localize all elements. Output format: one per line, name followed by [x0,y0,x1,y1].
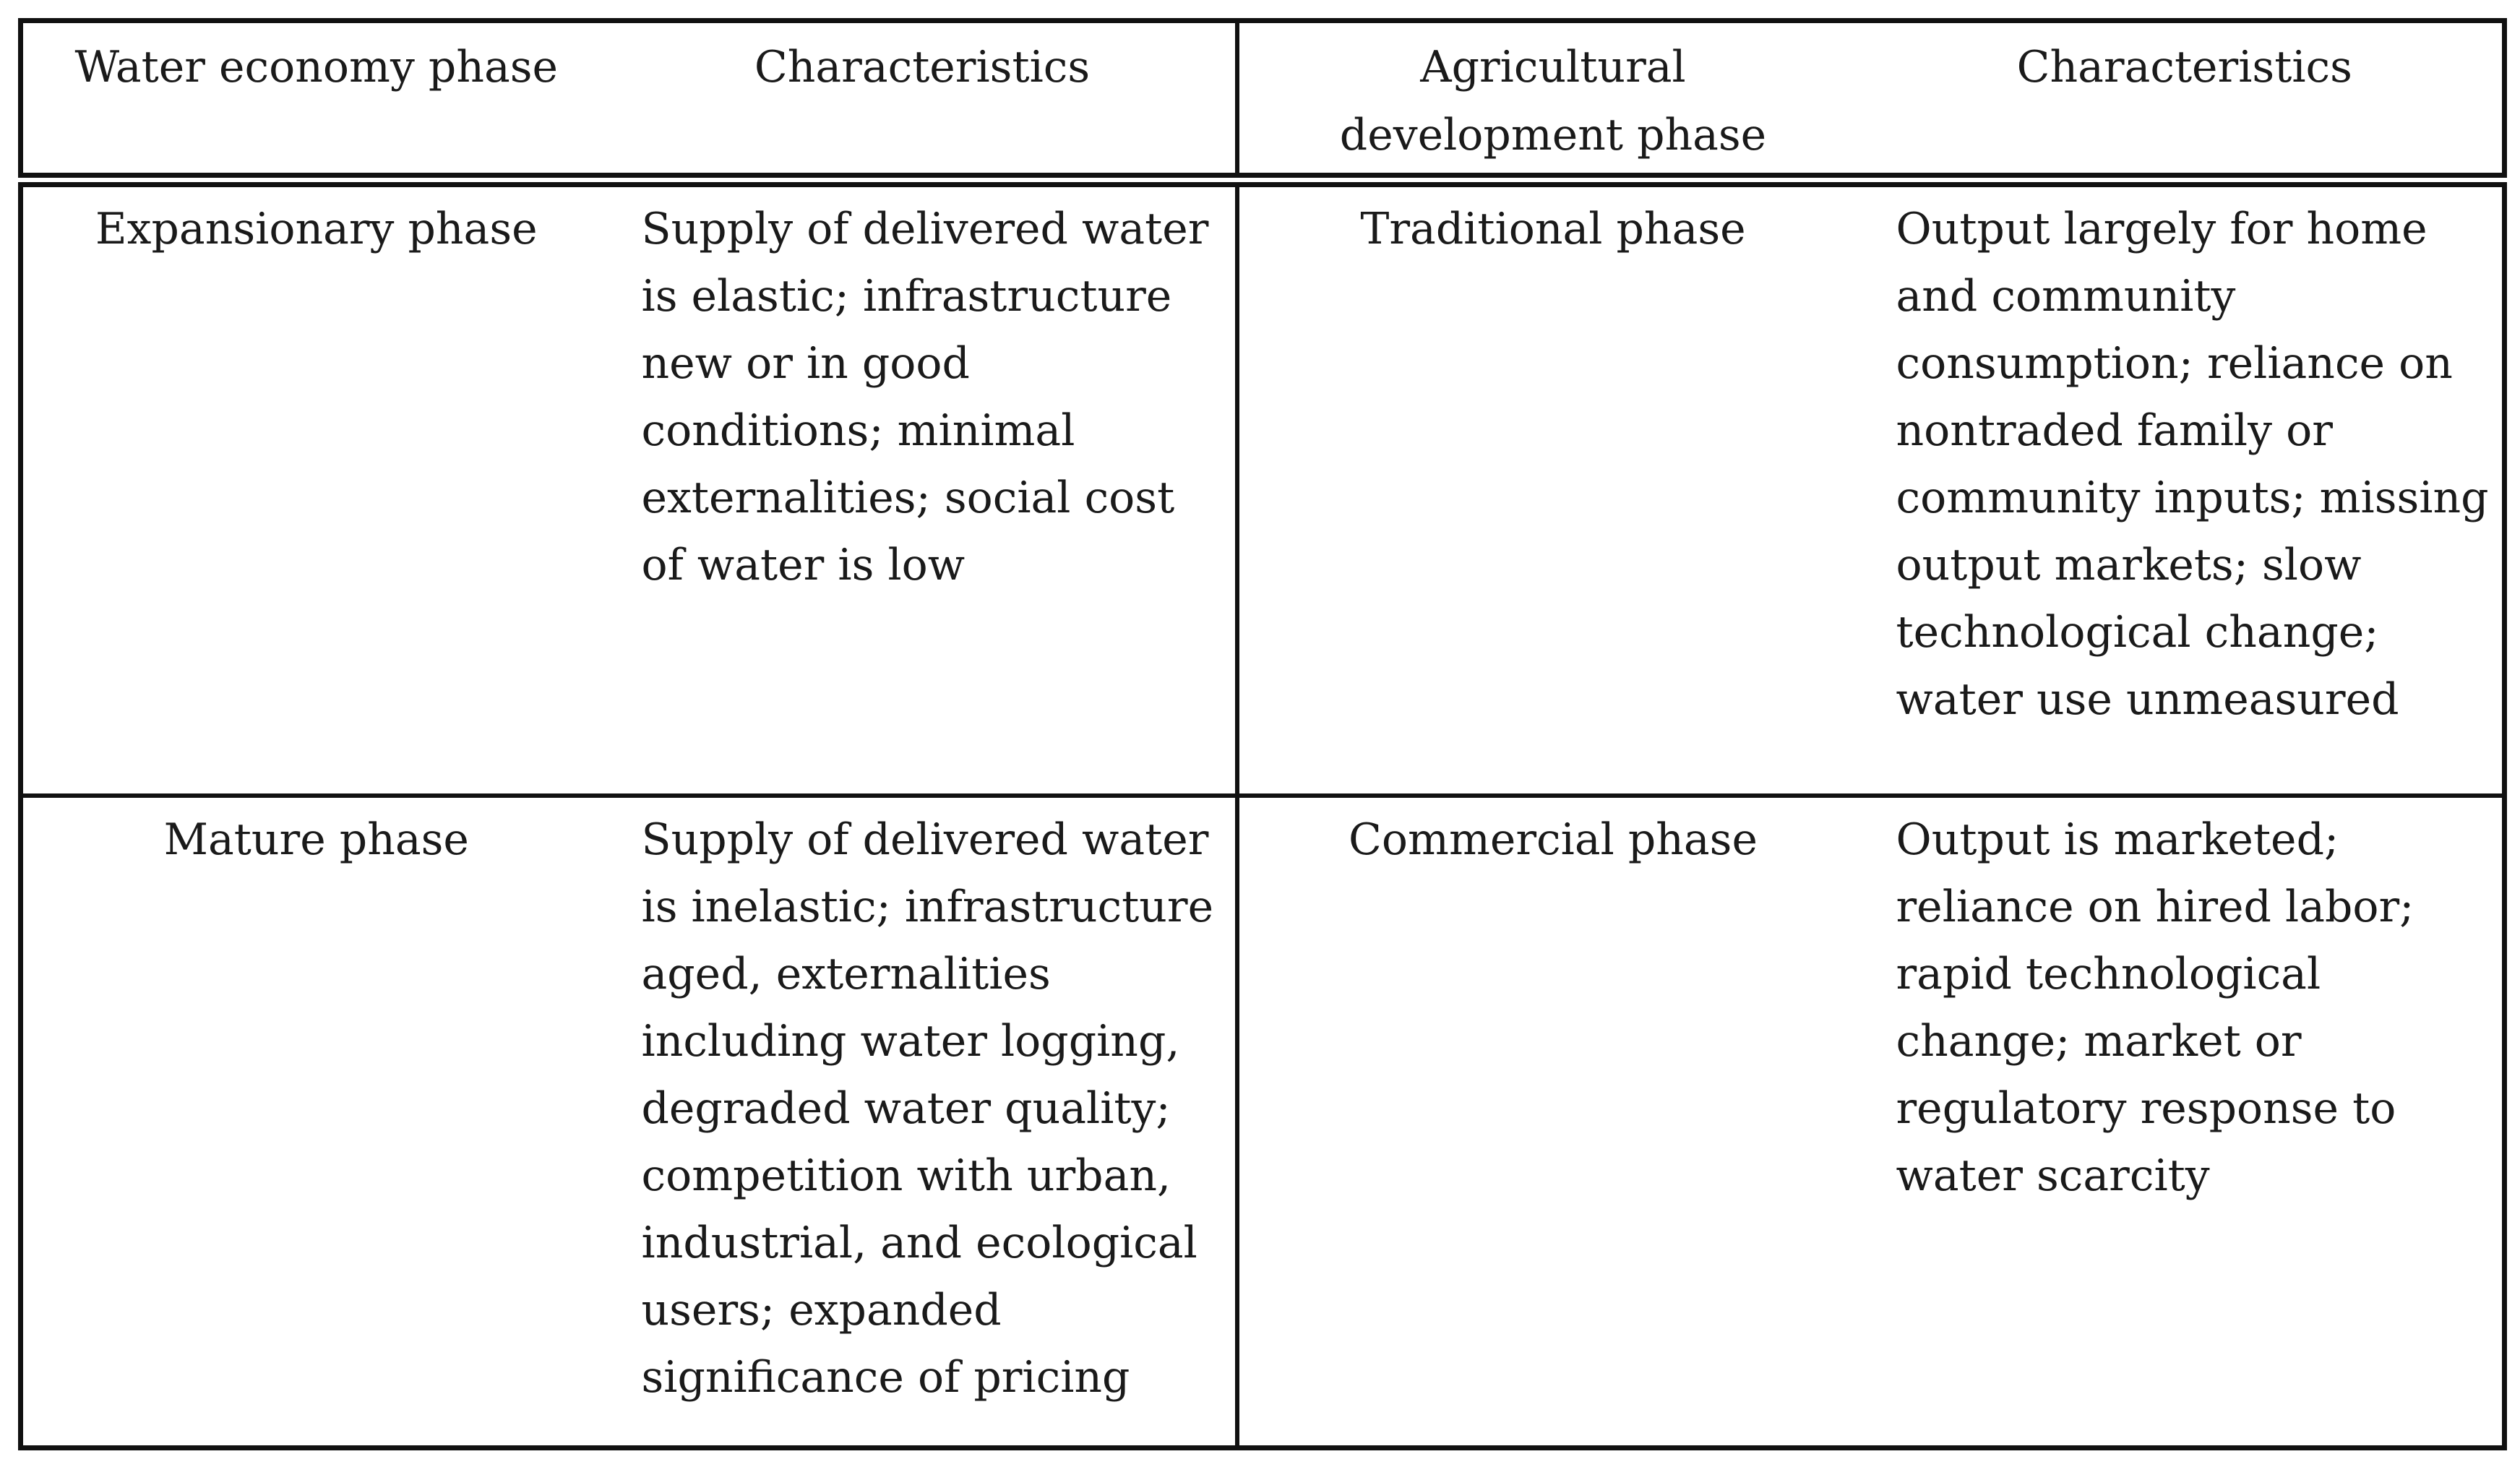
header-row [21,21,2505,180]
header-agricultural-development-phase: Agricultural development phase [1237,21,1867,180]
agri-phase-cell: Traditional phase [1237,180,1867,796]
agri-characteristics-cell: Output is marketed; reliance on hired labor; rapid technological change; market or regulatory response to water scarcity [1896,814,2414,1201]
water-phase-cell: Mature phase [163,814,469,865]
phases-table [18,18,2507,1450]
table-row [21,796,2505,1448]
agri-characteristics-cell: Output largely for home and community consumption; reliance on nontraded family or community inputs; missing output markets; slow technological change; water use unmeasured [1867,180,2505,796]
water-characteristics-cell: Supply of delivered water is inelastic; infrastructure aged, externalities including water logging, degraded water quality; competition with urban, industrial, and ecological users; expanded significance of pricing [641,814,1214,1403]
water-characteristics-cell: Supply of delivered water is elastic; infrastructure new or in good conditions; minimal externalities; social cost of water is low [610,180,1237,796]
header-agri-characteristics: Characteristics [1867,21,2505,180]
table-row [21,180,2505,796]
agri-phase-cell: Commercial phase [1237,796,1867,1448]
water-phase-cell: Expansionary phase [21,180,610,796]
header-water-economy-phase: Water economy phase [21,21,610,180]
header-water-characteristics: Characteristics [610,21,1237,180]
